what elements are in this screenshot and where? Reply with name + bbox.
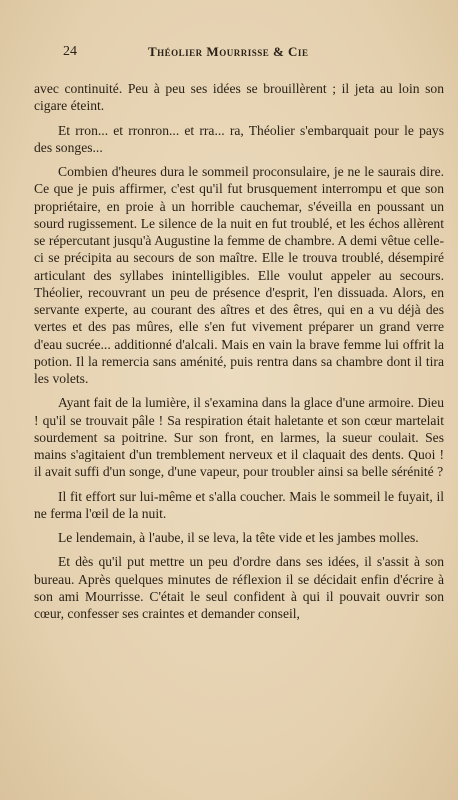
paragraph: Ayant fait de la lumière, il s'examina dans la glace d'une armoire. Dieu ! qu'il se trouvait pâle ! Sa respiration était haletante et son cœur martelait sourdement sa poitrine. Sur son front, en larmes, la sueur coulait. Ses mains s'agitaient d'un tremblement nerveux et il claquait des dents. Quoi ! il avait suffi d'un songe, d'une vapeur, pour troubler ainsi sa belle sérénité ? xyxy=(34,395,444,480)
paragraph: Et rron... et rronron... et rra... ra, Théolier s'embarquait pour le pays des songes... xyxy=(34,122,444,155)
page-header xyxy=(0,40,458,62)
body-text xyxy=(34,80,444,629)
paragraph: Combien d'heures dura le sommeil proconsulaire, je ne le saurais dire. Ce que je puis affirmer, c'est qu'il fut brusquement interrompu et que son propriétaire, en proie à un horrible cauchemar, s'éveilla en poussant un sourd rugissement. Le silence de la nuit en fut troublé, et les échos allèrent se répercutant jusqu'à Augustine la femme de chambre. A demi vêtue celle-ci se précipita au secours de son maître. Elle le trouva troublé, désempiré articulant des syllabes inintelligibles. Elle voulut appeler au secours. Théolier, recouvrant un peu de présence d'esprit, l'en dissuada. Alors, en servante experte, au courant des aîtres et des êtres, qui en a vu déjà des vertes et des pas mûres, elle s'en fut vivement préparer un grand verre d'eau sucrée... additionné d'alcali. Mais en vain la brave femme lui offrit la potion. Il la remercia sans aménité, puis rentra dans sa chambre dont il tira les volets. xyxy=(34,164,444,386)
paragraph: Le lendemain, à l'aube, il se leva, la tête vide et les jambes molles. xyxy=(58,530,419,545)
running-head: Théolier Mourrisse & Cie xyxy=(148,44,309,59)
page-number: 24 xyxy=(63,44,77,59)
paragraph: avec continuité. Peu à peu ses idées se brouillèrent ; il jeta au loin son cigare éteint. xyxy=(34,81,444,114)
paragraph: Il fit effort sur lui-même et s'alla coucher. Mais le sommeil le fuyait, il ne ferma l'œil de la nuit. xyxy=(34,488,444,521)
paragraph: Et dès qu'il put mettre un peu d'ordre dans ses idées, il s'assit à son bureau. Après quelques minutes de réflexion il se décidait enfin d'écrire à son ami Mourrisse. C'était le seul confident à qui il pouvait ouvrir son cœur, confesser ses craintes et demander conseil, xyxy=(34,554,444,621)
